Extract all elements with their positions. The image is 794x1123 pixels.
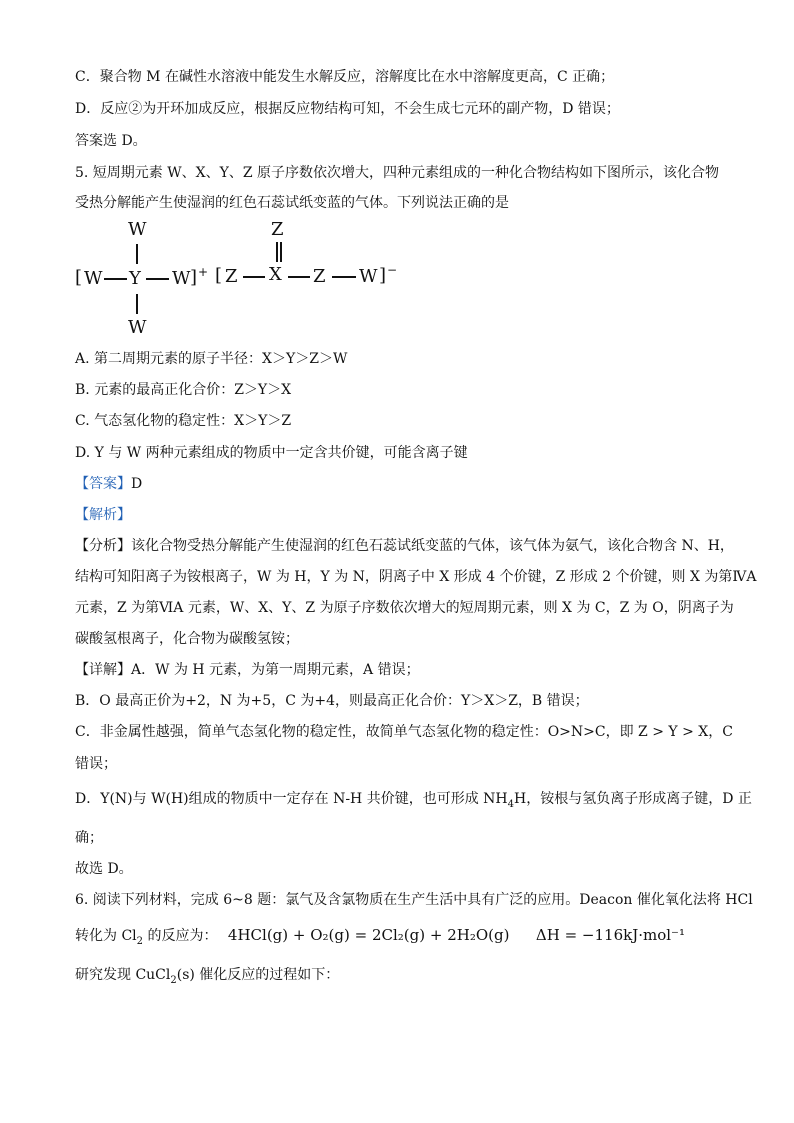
answer-tag: 【答案】: [75, 476, 131, 492]
q6c-pre: 研究发现 CuCl: [75, 967, 171, 983]
detail-5a: D．Y(N)与 W(H)组成的物质中一定存在 N-H 共价键，也可形成 NH: [75, 791, 508, 807]
atom-z-top: Z: [271, 219, 284, 240]
option-a: A. 第二周期元素的原子半径：X＞Y＞Z＞W: [75, 351, 348, 367]
question-6-stem-2: [75, 926, 685, 951]
detail-4: 错误；: [75, 756, 117, 772]
enthalpy-change: ΔH = −116kJ·mol⁻¹: [535, 926, 685, 944]
option-d: D. Y 与 W 两种元素组成的物质中一定含共价键，可能含离子键: [75, 445, 468, 461]
detail-3: C．非金属性越强，简单气态氢化物的稳定性，故简单气态氢化物的稳定性：O>N>C，即 Z > Y > X，C: [75, 724, 733, 740]
atom-w-left: W: [84, 268, 103, 289]
answer-prev: 答案选 D。: [75, 133, 147, 149]
bracket-left-2: [: [215, 265, 223, 286]
xiangjie-text-1: A．W 为 H 元素，为第一周期元素，A 错误；: [131, 662, 420, 678]
analysis-3: 元素，Z 为第ⅥA 元素，W、X、Y、Z 为原子序数依次增大的短周期元素，则 X 为 C，Z 为 O，阴离子为: [75, 600, 734, 616]
q6-pre: 转化为 Cl: [75, 928, 137, 944]
atom-z-left: Z: [225, 266, 238, 287]
q6-mid: 的反应为：: [143, 928, 218, 944]
answer-value: D: [131, 476, 143, 492]
bond-z-w: [332, 276, 356, 278]
double-bond-2: [280, 242, 282, 262]
detail-5b: H，铵根与氢负离子形成离子键，D 正: [514, 791, 752, 807]
bond-vertical-top: [136, 244, 138, 264]
charge-minus: −: [387, 263, 398, 277]
q6c-post: 催化反应的过程如下：: [194, 967, 340, 983]
answer-line: [75, 475, 142, 493]
cl2-subscript: 2: [136, 935, 144, 947]
double-bond-1: [276, 242, 278, 262]
bracket-right-2: ]: [379, 265, 387, 286]
question-5-stem-2: 受热分解能产生使湿润的红色石蕊试纸变蓝的气体。下列说法正确的是: [75, 195, 509, 211]
line-c-option-prev: C．聚合物 M 在碱性水溶液中能发生水解反应，溶解度比在水中溶解度更高，C 正确；: [75, 69, 615, 85]
analysis-4: 碳酸氢根离子，化合物为碳酸氢铵；: [75, 631, 299, 647]
q6c-state: (s): [176, 967, 195, 983]
analysis-2: 结构可知阳离子为铵根离子，W 为 H，Y 为 N，阴离子中 X 形成 4 个价键，Z 形成 2 个价键，则 X 为第ⅣA: [75, 569, 757, 585]
detail-7: 故选 D。: [75, 861, 133, 877]
xiangjie-tag: 【详解】: [75, 662, 131, 678]
analysis-1: [75, 537, 734, 555]
cucl2-subscript: 2: [170, 974, 177, 986]
question-5-stem-1: 5. 短周期元素 W、X、Y、Z 原子序数依次增大，四种元素组成的一种化合物结构如下图所示，该化合物: [75, 165, 720, 181]
charge-plus: +: [198, 265, 209, 279]
bond-vertical-bottom: [136, 294, 138, 314]
detail-6: 确；: [75, 830, 103, 846]
atom-x: X: [269, 264, 282, 285]
detail-5: [75, 790, 752, 814]
atom-w-bottom: W: [128, 317, 147, 338]
bracket-left-1: [: [75, 267, 83, 288]
atom-w-top: W: [128, 219, 147, 240]
analysis-tag: 【解析】: [75, 507, 131, 523]
atom-w-end: W: [359, 266, 378, 287]
bond-z-x: [243, 276, 265, 278]
nh4-subscript: 4: [507, 798, 514, 810]
detail-2: B．O 最高正价为+2，N 为+5，C 为+4，则最高正化合价：Y＞X＞Z，B 错误；: [75, 693, 589, 709]
option-b: B. 元素的最高正化合价：Z＞Y＞X: [75, 382, 292, 398]
bracket-right-1: ]: [190, 267, 198, 288]
bond-y-w: [146, 278, 169, 280]
structure-formula: [75, 218, 405, 346]
bond-x-z: [288, 276, 310, 278]
atom-y: Y: [129, 268, 141, 289]
question-6-stem-3: [75, 966, 339, 990]
atom-w-right: W: [172, 268, 191, 289]
atom-z-right: Z: [313, 266, 326, 287]
question-6-stem-1: 6. 阅读下列材料，完成 6~8 题：氯气及含氯物质在生产生活中具有广泛的应用。Deacon 催化氧化法将 HCl: [75, 892, 753, 908]
detail-1: [75, 661, 420, 679]
reaction-equation: 4HCl(g) + O₂(g) = 2Cl₂(g) + 2H₂O(g): [227, 926, 510, 944]
bond-w-y: [104, 278, 127, 280]
line-d-option-prev: D．反应②为开环加成反应，根据反应物结构可知，不会生成七元环的副产物，D 错误；: [75, 101, 620, 117]
fenxi-tag: 【分析】: [75, 538, 131, 554]
fenxi-text-1: 该化合物受热分解能产生使湿润的红色石蕊试纸变蓝的气体，该气体为氨气，该化合物含 N、H，: [131, 538, 734, 554]
option-c: C. 气态氢化物的稳定性：X＞Y＞Z: [75, 413, 292, 429]
